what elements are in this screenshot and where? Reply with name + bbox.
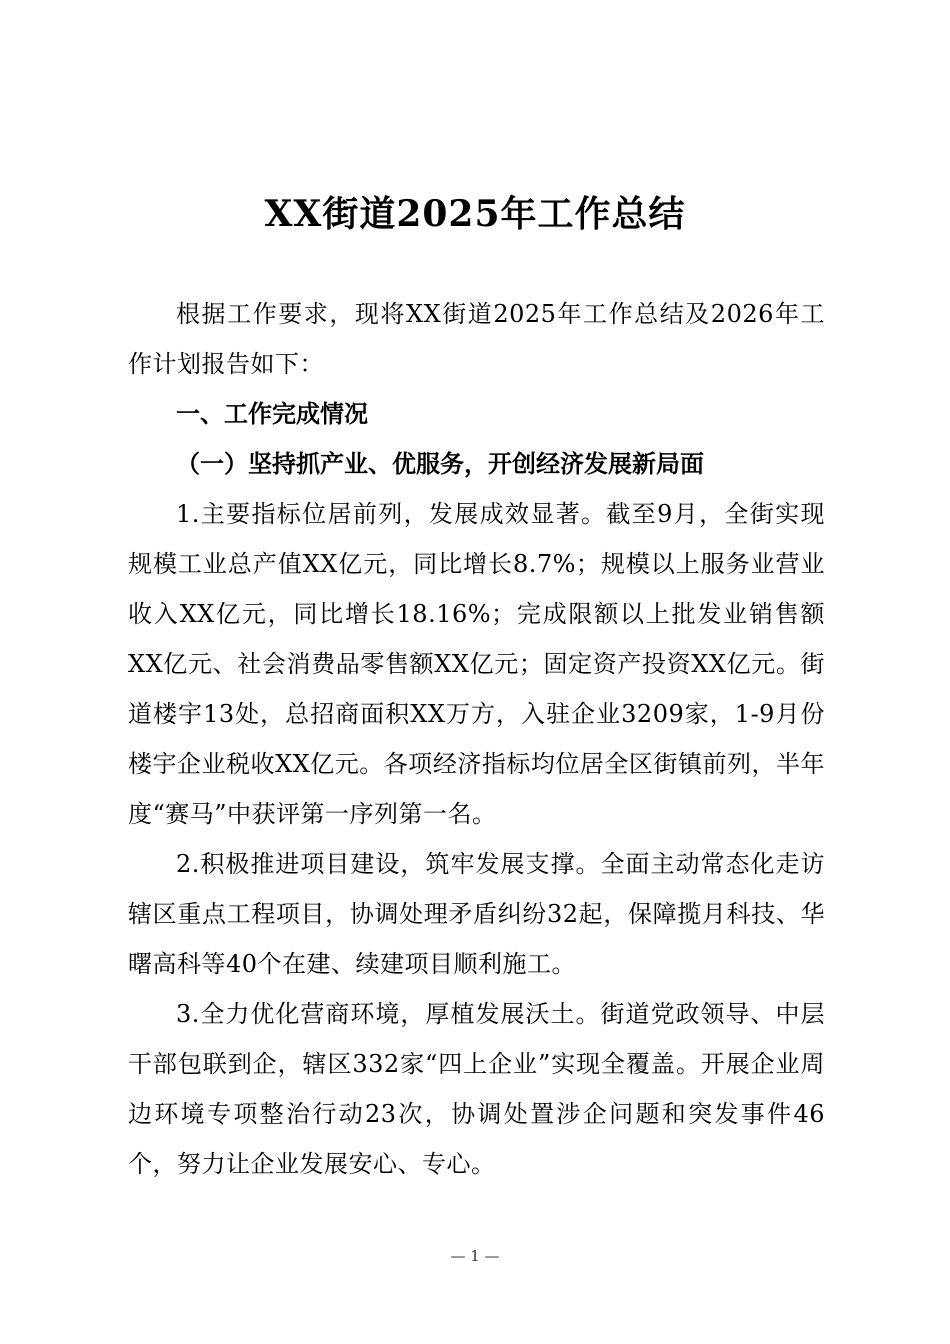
page-number: — 1 — (450, 1247, 500, 1265)
document-body (128, 289, 825, 1189)
section-heading: 一、工作完成情况 (176, 400, 368, 428)
paragraph-2: 2.积极推进项目建设，筑牢发展支撑。全面主动常态化走访辖区重点工程项目，协调处理矛盾纠纷32起，保障揽月科技、华曙高科等40个在建、续建项目顺利施工。 (128, 850, 825, 978)
intro-paragraph: 根据工作要求，现将XX街道2025年工作总结及2026年工作计划报告如下： (128, 300, 825, 378)
paragraph-1: 1.主要指标位居前列，发展成效显著。截至9月，全街实现规模工业总产值XX亿元，同比增长8.7%；规模以上服务业营业收入XX亿元，同比增长18.16%；完成限额以上批发业销售额XX亿元、社会消费品零售额XX亿元；固定资产投资XX亿元。街道楼宇13处，总招商面积XX万方，入驻企业3209家，1-9月份楼宇企业税收XX亿元。各项经济指标均位居全区街镇前列，半年度“赛马”中获评第一序列第一名。 (128, 500, 825, 828)
document-title: XX街道2025年工作总结 (264, 193, 686, 235)
paragraph-3: 3.全力优化营商环境，厚植发展沃土。街道党政领导、中层干部包联到企，辖区332家“四上企业”实现全覆盖。开展企业周边环境专项整治行动23次，协调处置涉企问题和突发事件46个，努力让企业发展安心、专心。 (128, 1000, 825, 1178)
subsection-heading: （一）坚持抓产业、优服务，开创经济发展新局面 (176, 450, 704, 478)
